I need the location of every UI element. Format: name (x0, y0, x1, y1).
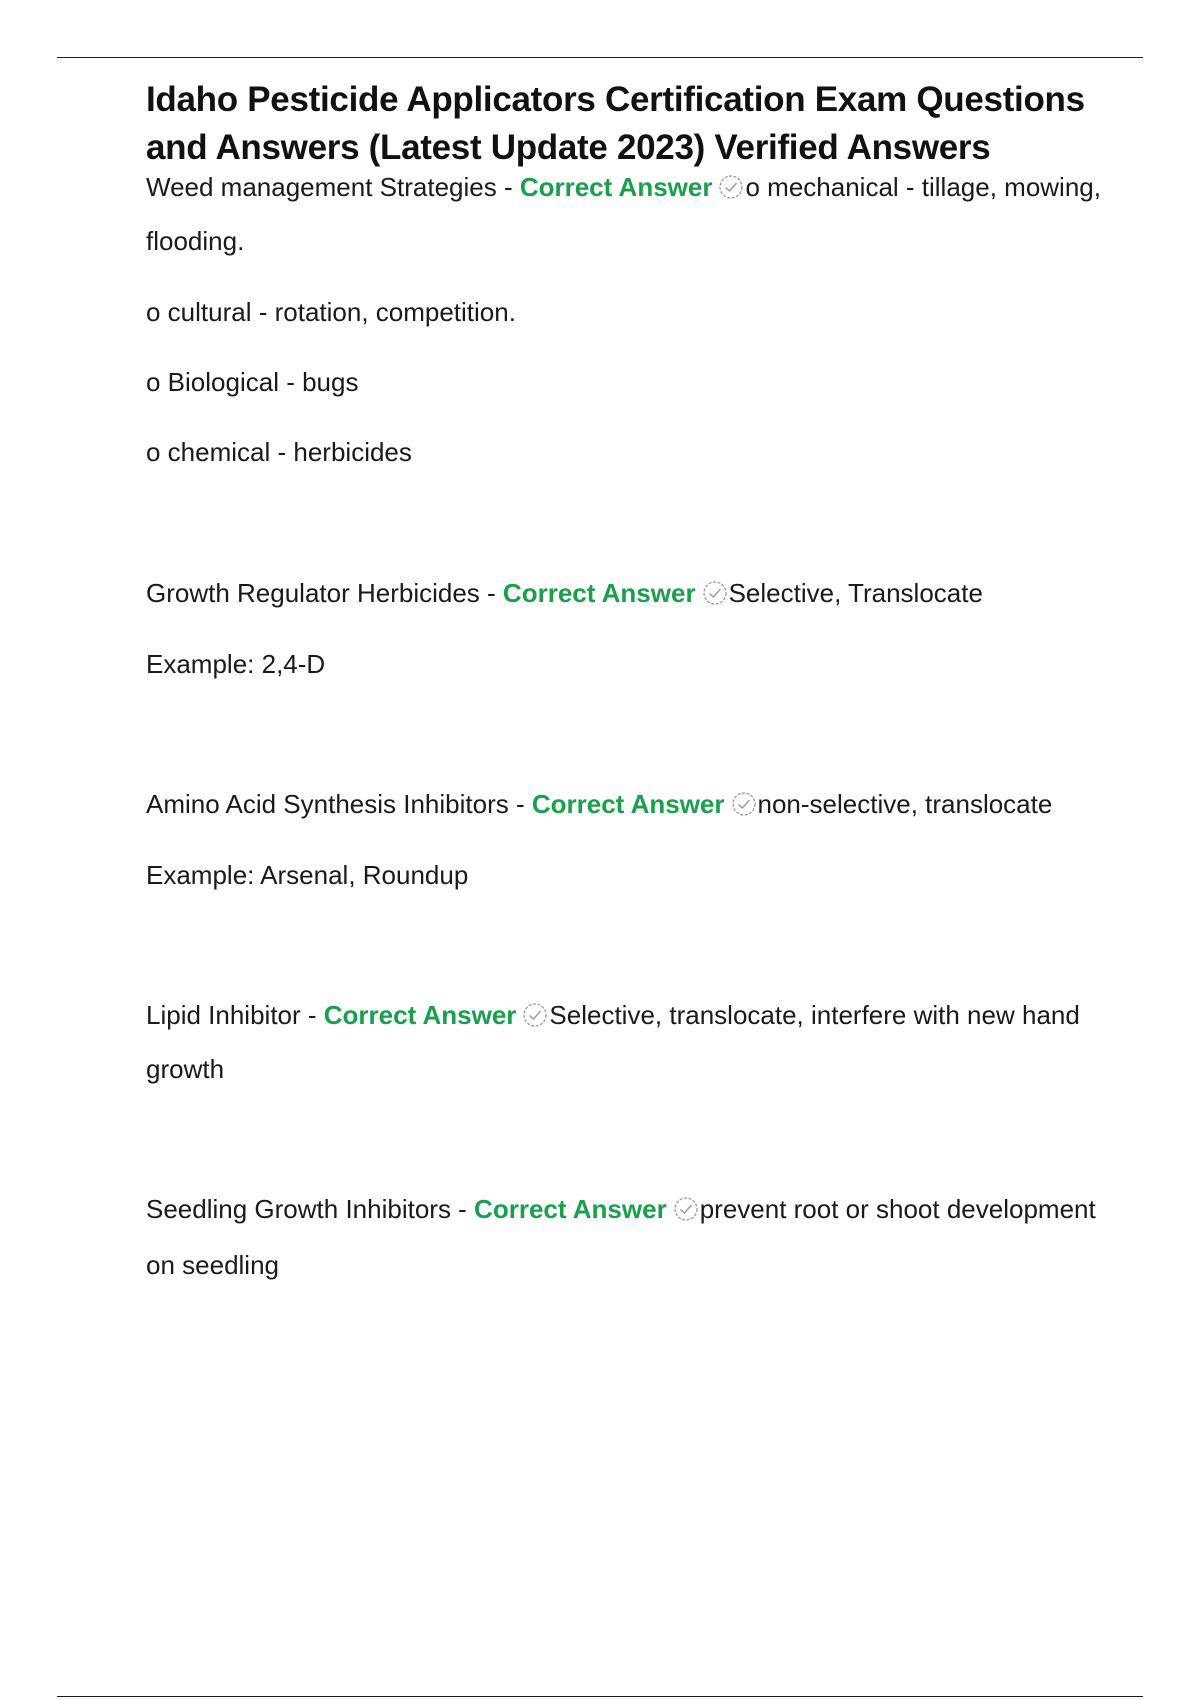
qa-entry (146, 565, 1106, 692)
qa-entry (146, 777, 1106, 903)
document-page (146, 76, 1106, 1293)
answer-text: o mechanical - tillage, mowing, flooding. (146, 172, 1101, 256)
qa-entry (146, 160, 1106, 480)
answer-detail: Example: 2,4-D (146, 649, 326, 679)
document-title: Idaho Pesticide Applicators Certification Exam Questions and Answers (Latest Update 2023) Verified Answers (146, 80, 1085, 167)
answer-detail: o cultural - rotation, competition. (146, 297, 516, 327)
correct-answer-label: Correct Answer (519, 172, 713, 202)
question-text: Amino Acid Synthesis Inhibitors - (146, 789, 532, 819)
qa-entry (146, 988, 1106, 1096)
qa-line (146, 1181, 1106, 1293)
question-text: Lipid Inhibitor - (146, 1000, 324, 1030)
check-circle-icon (673, 1196, 699, 1222)
question-text: Growth Regulator Herbicides - (146, 578, 503, 608)
bottom-rule (57, 1696, 1143, 1697)
question-text: Weed management Strategies - (146, 172, 520, 202)
answer-text: Selective, Translocate (728, 578, 983, 608)
question-text: Seedling Growth Inhibitors - (146, 1194, 475, 1224)
qa-line (146, 988, 1106, 1096)
top-rule (57, 57, 1143, 58)
answer-detail: Example: Arsenal, Roundup (146, 860, 469, 890)
answer-detail: o chemical - herbicides (146, 437, 412, 467)
correct-answer-label: Correct Answer (531, 789, 725, 819)
qa-line (146, 777, 1106, 831)
check-circle-icon (702, 580, 728, 606)
check-circle-icon (731, 791, 757, 817)
correct-answer-label: Correct Answer (502, 578, 696, 608)
correct-answer-label: Correct Answer (474, 1194, 667, 1224)
check-circle-icon (718, 174, 744, 200)
answer-text: non-selective, translocate (757, 789, 1053, 819)
qa-line (146, 565, 1106, 621)
qa-line (146, 160, 1106, 268)
answer-text: prevent root or shoot development on seedling (146, 1194, 1096, 1280)
answer-detail: o Biological - bugs (146, 367, 359, 397)
correct-answer-label: Correct Answer (323, 1000, 517, 1030)
answer-text: Selective, translocate, interfere with new hand growth (146, 1000, 1080, 1084)
check-circle-icon (522, 1002, 548, 1028)
qa-entry (146, 1181, 1106, 1293)
